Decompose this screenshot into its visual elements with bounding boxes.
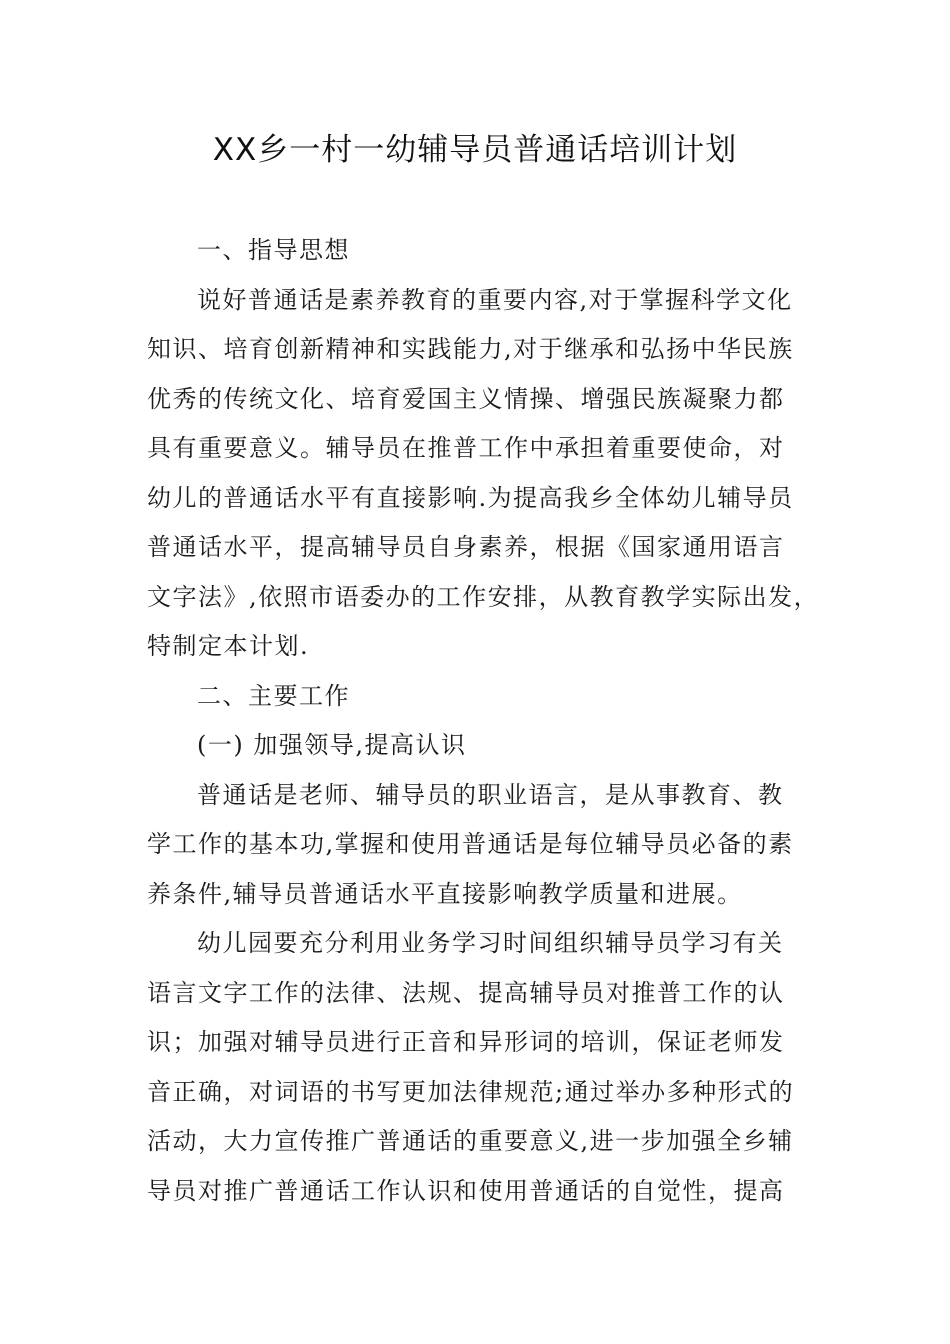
document-body — [147, 226, 820, 1216]
text-line: 学工作的基本功,掌握和使用普通话是每位辅导员必备的素 — [147, 830, 794, 858]
text-line: 优秀的传统文化、培育爱国主义情操、增强民族凝聚力都 — [147, 384, 785, 413]
text-line: 普通话水平，提高辅导员自身素养，根据《国家通用语言 — [147, 533, 785, 561]
text-line: 特制定本计划. — [147, 632, 310, 660]
text-line: 一、指导思想 — [197, 236, 350, 264]
text-line: 导员对推广普通话工作认识和使用普通话的自觉性，提高 — [147, 1176, 785, 1205]
text-line: 知识、培育创新精神和实践能力,对于继承和弘扬中华民族 — [147, 335, 794, 363]
text-line: 幼儿的普通话水平有直接影响.为提高我乡全体幼儿辅导员 — [147, 483, 794, 512]
text-line: 文字法》,依照市语委办的工作安排，从教育教学实际出发， — [147, 582, 820, 611]
text-line: 幼儿园要充分利用业务学习时间组织辅导员学习有关 — [197, 929, 784, 957]
text-line: 语言文字工作的法律、法规、提高辅导员对推普工作的认 — [147, 978, 785, 1007]
text-line: 活动，大力宣传推广普通话的重要意义,进一步加强全乡辅 — [147, 1127, 794, 1155]
text-line: 普通话是老师、辅导员的职业语言，是从事教育、教 — [197, 780, 784, 809]
text-line: (一) 加强领导,提高认识 — [197, 731, 467, 759]
text-line: 识；加强对辅导员进行正音和异形词的培训，保证老师发 — [147, 1028, 785, 1056]
text-line: 养条件,辅导员普通话水平直接影响教学质量和进展。 — [147, 879, 743, 908]
text-line: 音正确，对词语的书写更加法律规范;通过举办多种形式的 — [147, 1077, 795, 1106]
text-line: 具有重要意义。辅导员在推普工作中承担着重要使命，对 — [147, 434, 785, 462]
text-line: 说好普通话是素养教育的重要内容,对于掌握科学文化 — [197, 285, 793, 314]
text-line: 二、主要工作 — [197, 681, 350, 710]
document-title: XX乡一村一幼辅导员普通话培训计划 — [212, 132, 738, 168]
